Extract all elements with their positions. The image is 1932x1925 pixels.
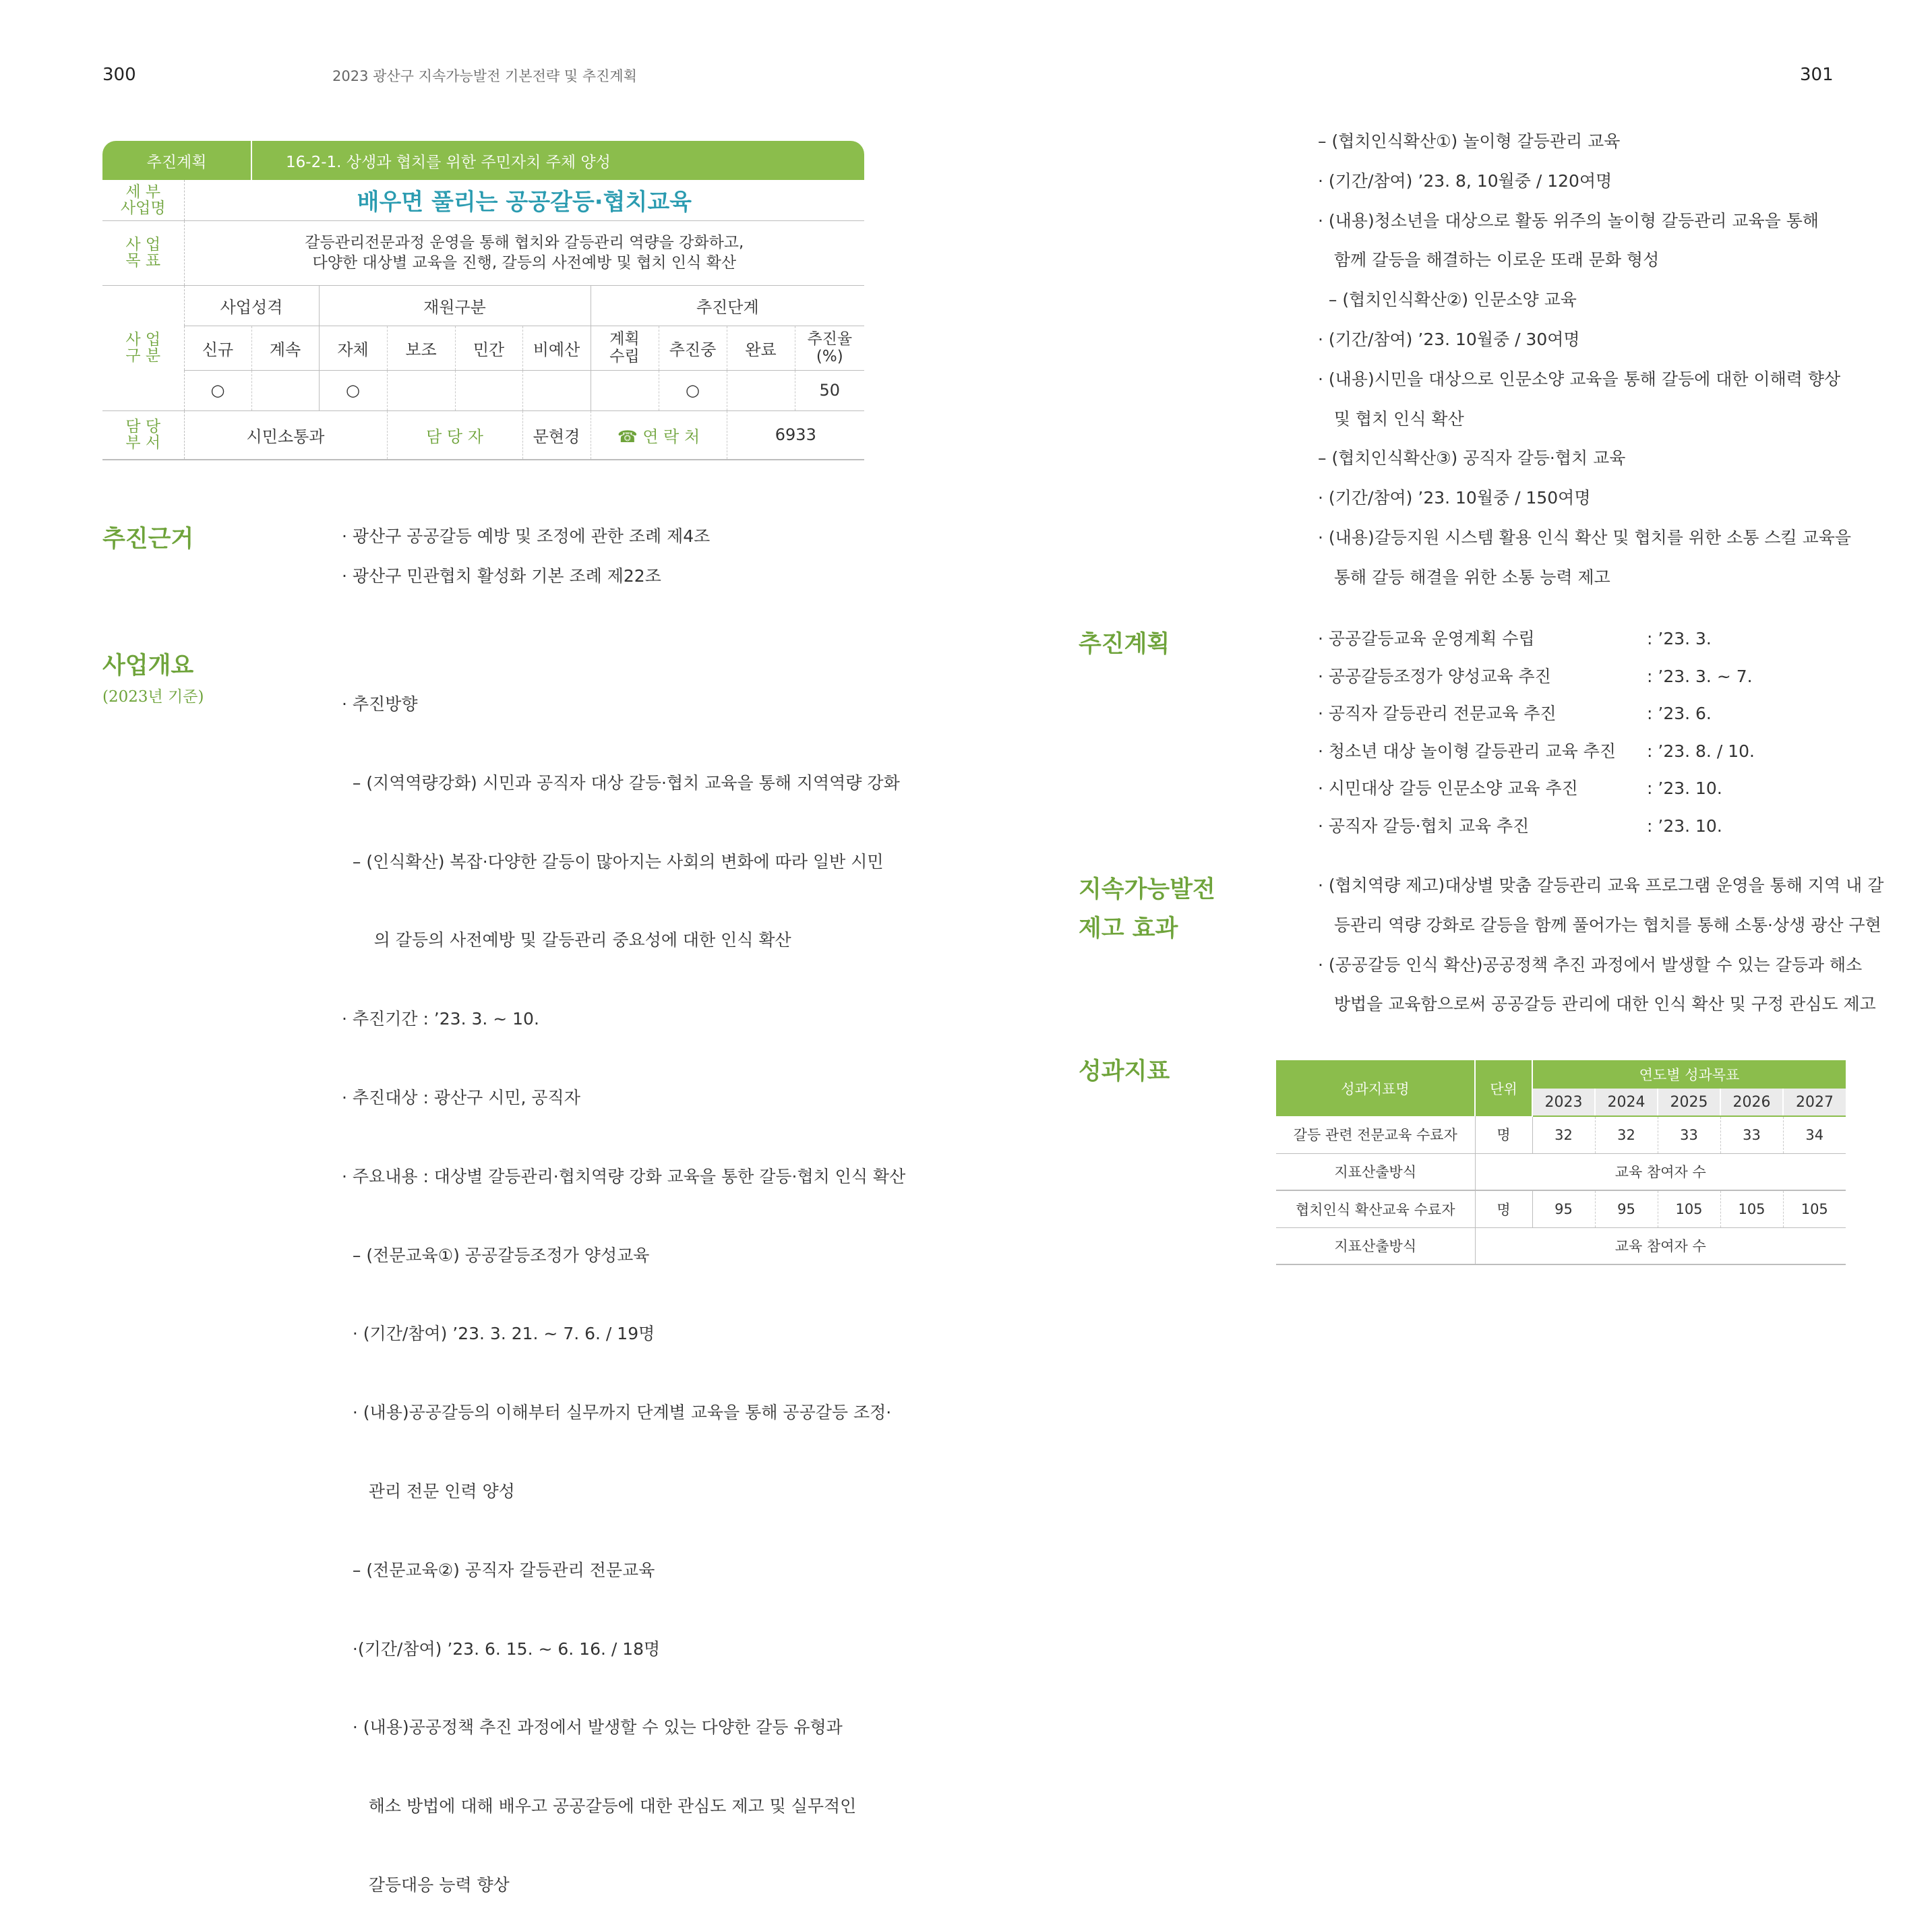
right-line: 통해 갈등 해결을 위한 소통 능력 제고 [1318,567,1610,587]
right-page-number: 301 [1800,65,1834,85]
kpi-name: 협치인식 확산교육 수료자 [1276,1190,1475,1227]
kpi-year: 2024 [1595,1089,1658,1116]
effect-line: 등관리 역량 강화로 갈등을 함께 풀어가는 협치를 통해 소통·상생 광산 구현 [1318,915,1881,935]
kpi-col-name: 성과지표명 [1276,1060,1475,1116]
overview-line: ·(기간/참여) ’23. 6. 15. ~ 6. 16. / 18명 [342,1639,661,1659]
plan-header-value: 16-2-1. 상생과 협치를 위한 주민자치 주체 양성 [251,141,864,180]
basis-list [342,517,710,597]
right-line: · (기간/참여) ’23. 10월중 / 150여명 [1318,488,1591,508]
schedule-date: : ’23. 8. / 10. [1647,741,1755,761]
kpi-table [1276,1060,1846,1265]
schedule-item [1318,770,1830,807]
right-line: · (내용)청소년을 대상으로 활동 위주의 놀이형 갈등관리 교육을 통해 [1318,210,1819,231]
right-line: 및 협치 인식 확산 [1318,408,1464,429]
goal-text: 갈등관리전문과정 운영을 통해 협치와 갈등관리 역량을 강화하고, 다양한 대상별 교육을 진행, 갈등의 사전예방 및 협치 인식 확산 [184,220,864,285]
group-stage: 추진단계 [591,285,864,326]
project-table-header [102,141,864,180]
kpi-name: 갈등 관련 전문교육 수료자 [1276,1116,1475,1153]
effect-line: · (협치역량 제고)대상별 맞춤 갈등관리 교육 프로그램 운영을 통해 지역 내 갈 [1318,876,1884,895]
overview-line: – (인식확산) 복잡·다양한 갈등이 많아지는 사회의 변화에 따라 일반 시민 [342,851,884,872]
val-planning [591,370,659,410]
val-inprogress: ○ [659,370,727,410]
schedule-task: · 공공갈등교육 운영계획 수립 [1318,629,1535,648]
kpi-value: 105 [1658,1190,1720,1227]
schedule-task: · 청소년 대상 놀이형 갈등관리 교육 추진 [1318,741,1617,761]
effect-title-line1: 지속가능발전 [1079,876,1215,903]
col-done: 완료 [727,326,795,370]
overview-line: 의 갈등의 사전예방 및 갈등관리 중요성에 대한 인식 확산 [342,930,791,950]
kpi-value: 105 [1720,1190,1783,1227]
val-done [727,370,795,410]
category-group-row [102,285,864,326]
project-table [102,141,864,460]
col-subsidy: 보조 [387,326,455,370]
col-rate: 추진율 (%) [795,326,864,370]
basis-title: 추진근거 [102,526,194,553]
kpi-value: 95 [1595,1190,1658,1227]
kpi-method-label: 지표산출방식 [1276,1227,1475,1264]
kpi-unit: 명 [1475,1116,1532,1153]
right-line: · (기간/참여) ’23. 8, 10월중 / 120여명 [1318,171,1612,191]
contact-value: 6933 [727,410,864,460]
col-private: 민간 [455,326,522,370]
basis-item: · 광산구 공공갈등 예방 및 조정에 관한 조례 제4조 [342,526,711,546]
schedule-date: : ’23. 10. [1647,816,1722,836]
overview-line: · (내용)공공갈등의 이해부터 실무까지 단계별 교육을 통해 공공갈등 조정· [342,1403,892,1423]
right-line: · (내용)시민을 대상으로 인문소양 교육을 통해 갈등에 대한 이해력 향상 [1318,369,1841,389]
overview-line: · (내용)공공정책 추진 과정에서 발생할 수 있는 다양한 갈등 유형과 [342,1717,843,1738]
kpi-value: 32 [1595,1116,1658,1153]
subproject-row [102,180,864,220]
goal-row [102,220,864,285]
schedule-date: : ’23. 3. ~ 7. [1647,666,1753,686]
overview-list [342,646,905,1925]
schedule-date: : ’23. 3. [1647,629,1712,648]
dept-value: 시민소통과 [184,410,387,460]
overview-line: · 추진기간 : ’23. 3. ~ 10. [342,1009,539,1029]
val-subsidy [387,370,455,410]
left-page-number: 300 [102,65,136,85]
schedule-task: · 시민대상 갈등 인문소양 교육 추진 [1318,778,1578,799]
col-planning: 계획 수립 [591,326,659,370]
schedule-item [1318,733,1830,770]
overview-line: · 추진방향 [342,694,418,714]
running-title: 2023 광산구 지속가능발전 기본전략 및 추진계획 [332,68,637,84]
dept-label: 담 당 부 서 [102,410,184,460]
overview-line: 해소 방법에 대해 배우고 공공갈등에 대한 관심도 제고 및 실무적인 [342,1796,857,1816]
col-new: 신규 [184,326,251,370]
schedule-title: 추진계획 [1079,631,1170,658]
overview-line: – (지역역량강화) 시민과 공직자 대상 갈등·협치 교육을 통해 지역역량 강화 [342,772,900,793]
kpi-row [1276,1116,1846,1153]
overview-line: – (전문교육②) 공직자 갈등관리 전문교육 [342,1560,655,1580]
val-private [455,370,522,410]
group-nature: 사업성격 [184,285,319,326]
plan-header-label: 추진계획 [102,141,251,180]
effect-line: · (공공갈등 인식 확산)공공정책 추진 과정에서 발생할 수 있는 갈등과 해소 [1318,954,1863,975]
kpi-value: 33 [1720,1116,1783,1153]
kpi-header-row [1276,1060,1846,1089]
val-nonbudget [522,370,591,410]
kpi-value: 33 [1658,1116,1720,1153]
effect-title [1079,871,1215,948]
overview-line: · (기간/참여) ’23. 3. 21. ~ 7. 6. / 19명 [342,1324,655,1344]
kpi-year: 2023 [1532,1089,1595,1116]
manager-label: 담 당 자 [387,410,522,460]
category-label: 사 업 구 분 [102,285,184,410]
category-column-row [102,326,864,370]
kpi-year: 2025 [1658,1089,1720,1116]
manager-value: 문현경 [522,410,591,460]
overview-line: 관리 전문 인력 양성 [342,1481,515,1501]
kpi-value: 34 [1783,1116,1846,1153]
right-line: · (기간/참여) ’23. 10월중 / 30여명 [1318,329,1580,349]
col-inprogress: 추진중 [659,326,727,370]
overview-title: 사업개요 [102,652,194,679]
schedule-item [1318,620,1830,658]
kpi-method-label: 지표산출방식 [1276,1153,1475,1190]
effect-title-line2: 제고 효과 [1079,915,1178,942]
kpi-year: 2027 [1783,1089,1846,1116]
kpi-row [1276,1190,1846,1227]
right-line: – (협치인식확산②) 인문소양 교육 [1318,290,1577,310]
schedule-date: : ’23. 6. [1647,704,1712,724]
col-own: 자체 [319,326,387,370]
overview-line: · 주요내용 : 대상별 갈등관리·협치역량 강화 교육을 통한 갈등·협치 인식 확산 [342,1166,906,1186]
kpi-unit: 명 [1475,1190,1532,1227]
schedule-date: : ’23. 10. [1647,778,1722,799]
contact-label: ☎ 연 락 처 [591,410,727,460]
val-own: ○ [319,370,387,410]
schedule-item [1318,658,1830,696]
col-continue: 계속 [251,326,319,370]
subproject-label: 세 부 사업명 [102,180,184,220]
kpi-method-row [1276,1227,1846,1264]
kpi-year: 2026 [1720,1089,1783,1116]
schedule-task: · 공직자 갈등·협치 교육 추진 [1318,816,1530,836]
basis-item: · 광산구 민관협치 활성화 기본 조례 제22조 [342,566,661,586]
kpi-value: 95 [1532,1190,1595,1227]
val-continue [251,370,319,410]
kpi-method: 교육 참여자 수 [1475,1227,1846,1264]
kpi-value: 32 [1532,1116,1595,1153]
schedule-item [1318,695,1830,733]
col-nonbudget: 비예산 [522,326,591,370]
goal-label: 사 업 목 표 [102,220,184,285]
right-line: – (협치인식확산③) 공직자 갈등·협치 교육 [1318,448,1626,468]
right-line: – (협치인식확산①) 놀이형 갈등관리 교육 [1318,131,1621,151]
val-new: ○ [184,370,251,410]
overview-line: – (전문교육①) 공공갈등조정가 양성교육 [342,1245,650,1265]
effect-line: 방법을 교육함으로써 공공갈등 관리에 대한 인식 확산 및 구정 관심도 제고 [1318,994,1876,1014]
department-row [102,410,864,460]
subproject-name: 배우면 풀리는 공공갈등·협치교육 [184,180,864,220]
kpi-method-row [1276,1153,1846,1190]
right-line: · (내용)갈등지원 시스템 활용 인식 확산 및 협치를 위한 소통 스킬 교육을 [1318,527,1852,547]
schedule-task: · 공공갈등조정가 양성교육 추진 [1318,666,1551,686]
overview-line: · 추진대상 : 광산구 시민, 공직자 [342,1087,580,1107]
group-funding: 재원구분 [319,285,591,326]
kpi-method: 교육 참여자 수 [1475,1153,1846,1190]
right-overview-list [1318,122,1851,598]
kpi-title: 성과지표 [1079,1058,1170,1085]
kpi-col-unit: 단위 [1475,1060,1532,1116]
kpi-col-targets: 연도별 성과목표 [1532,1060,1846,1089]
overview-line: 갈등대응 능력 향상 [342,1874,510,1895]
effect-list [1318,866,1883,1025]
val-rate: 50 [795,370,864,410]
kpi-value: 105 [1783,1190,1846,1227]
schedule-item [1318,807,1830,845]
right-line: 함께 갈등을 해결하는 이로운 또래 문화 형성 [1318,250,1660,270]
schedule-list [1318,620,1830,845]
overview-subtitle: (2023년 기준) [102,688,204,706]
schedule-task: · 공직자 갈등관리 전문교육 추진 [1318,704,1557,724]
category-value-row [102,370,864,410]
